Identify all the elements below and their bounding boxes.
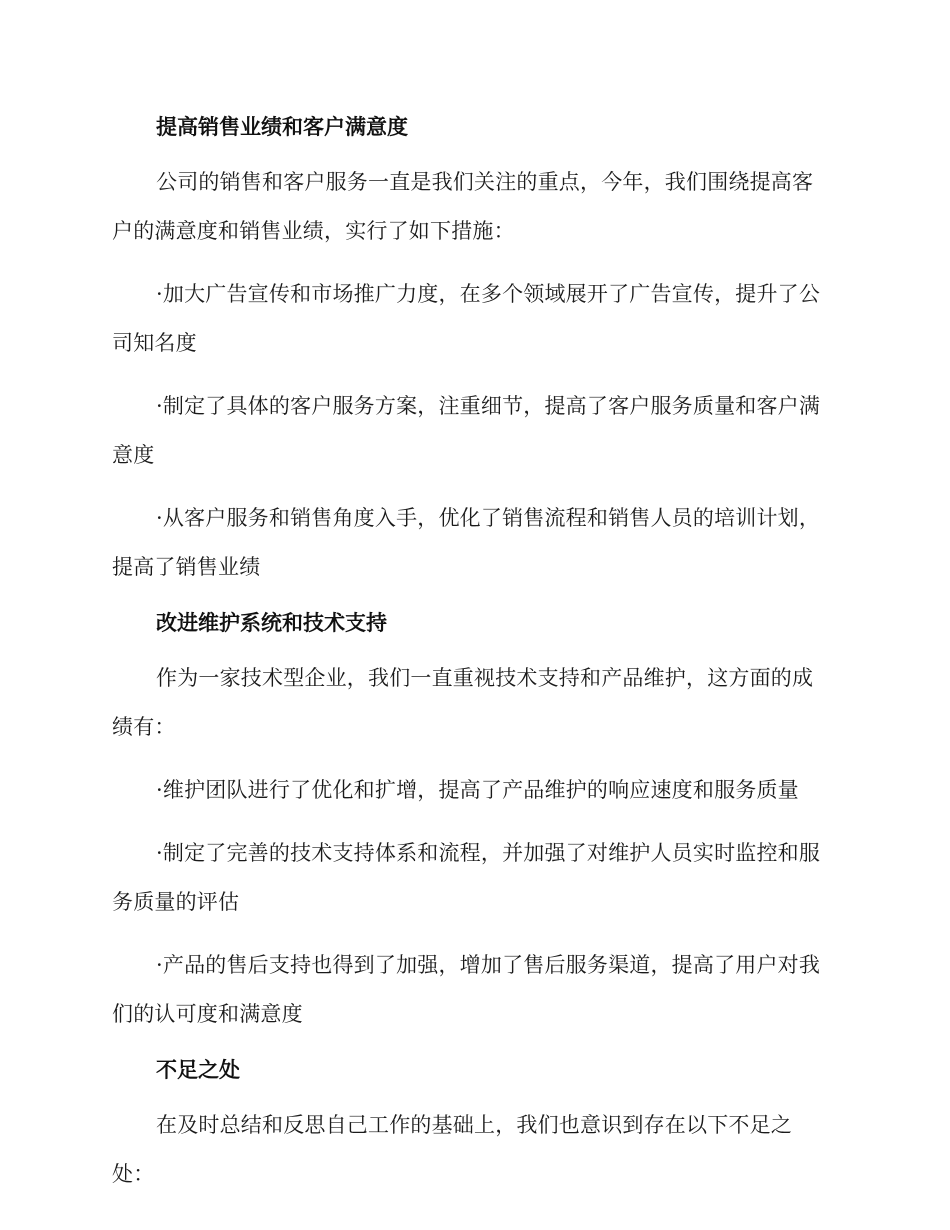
section-intro-sales: 公司的销售和客户服务一直是我们关注的重点，今年，我们围绕提高客户的满意度和销售业绩，实行了如下措施： — [112, 170, 814, 243]
section-intro-shortcomings: 在及时总结和反思自己工作的基础上，我们也意识到存在以下不足之处： — [112, 1113, 792, 1186]
bullet-item: ·加大广告宣传和市场推广力度，在多个领域展开了广告宣传，提升了公司知名度 — [112, 282, 821, 355]
document-body — [112, 110, 832, 1213]
section-heading-sales: 提高销售业绩和客户满意度 — [156, 115, 408, 139]
bullet-item: ·从客户服务和销售角度入手，优化了销售流程和销售人员的培训计划，提高了销售业绩 — [112, 506, 821, 579]
bullet-item: ·制定了完善的技术支持体系和流程，并加强了对维护人员实时监控和服务质量的评估 — [112, 841, 821, 914]
section-heading-shortcomings: 不足之处 — [156, 1058, 240, 1082]
section-intro-maintenance: 作为一家技术型企业，我们一直重视技术支持和产品维护，这方面的成绩有： — [112, 666, 814, 739]
section-heading-maintenance: 改进维护系统和技术支持 — [156, 611, 387, 635]
bullet-item: ·产品的售后支持也得到了加强，增加了售后服务渠道，提高了用户对我们的认可度和满意度 — [112, 953, 821, 1026]
bullet-item: ·制定了具体的客户服务方案，注重细节，提高了客户服务质量和客户满意度 — [112, 394, 821, 467]
bullet-item: ·维护团队进行了优化和扩增，提高了产品维护的响应速度和服务质量 — [156, 778, 799, 802]
